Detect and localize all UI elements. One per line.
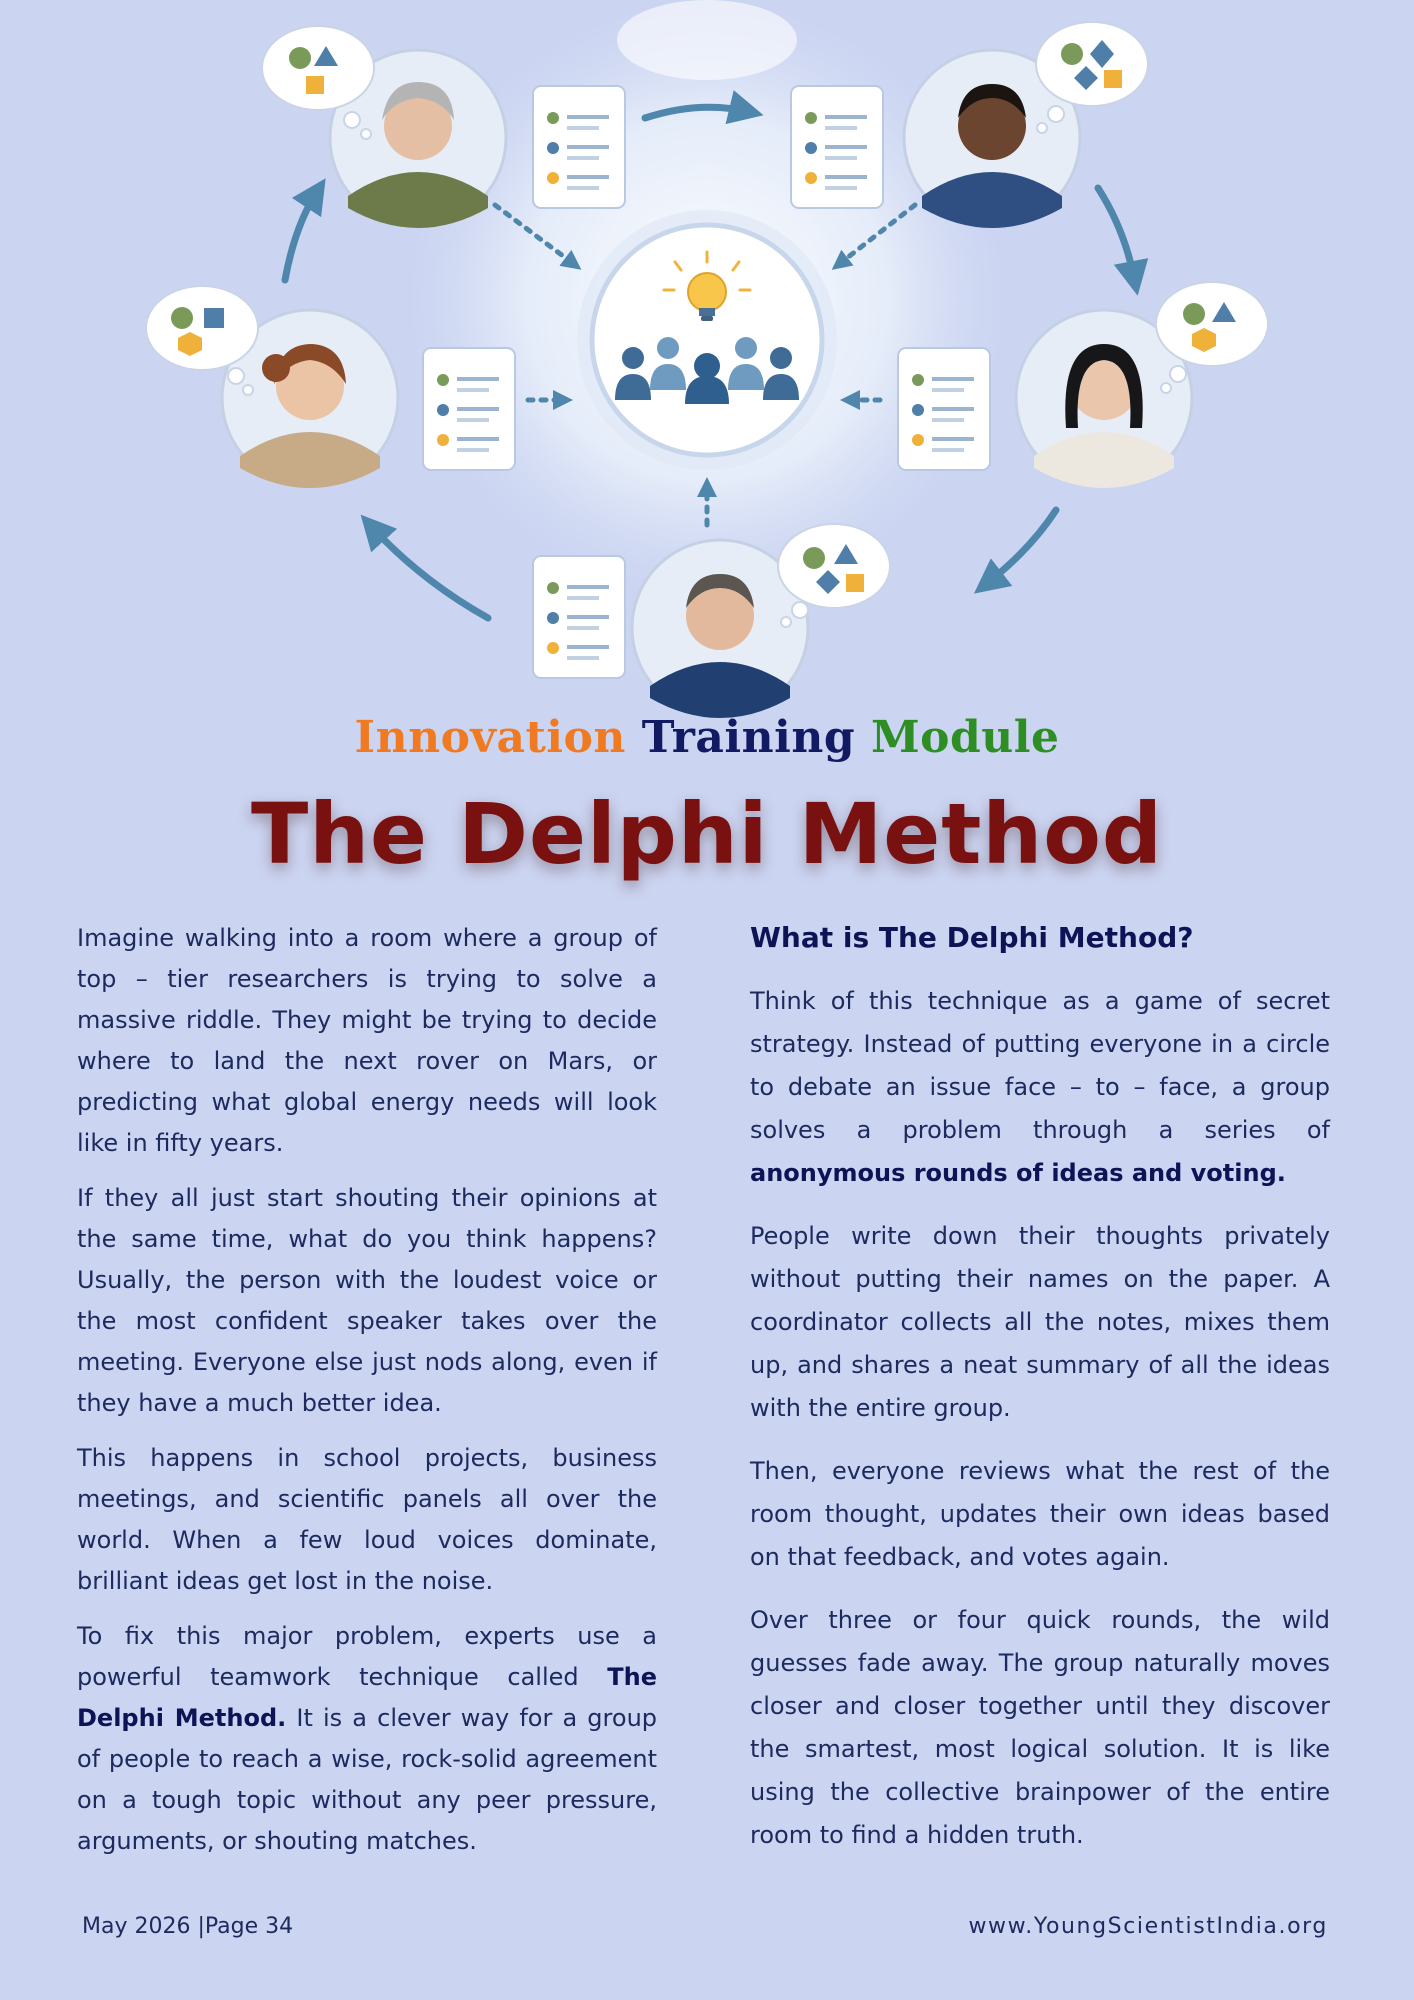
module-title-word-module: Module (870, 712, 1060, 763)
footer-website: www.YoungScientistIndia.org (968, 1914, 1328, 1939)
paragraph (750, 980, 1330, 1195)
page-title: The Delphi Method (250, 785, 1164, 883)
paragraph-text: Think of this technique as a game of secret strategy. Instead of putting everyone in a circle to debate an issue face – to – face, a group solves a problem through a series of (750, 987, 1330, 1144)
section-heading: What is The Delphi Method? (750, 921, 1194, 954)
hero-illustration (0, 0, 1414, 720)
paragraph: This happens in school projects, business meetings, and scientific panels all over the world. When a few loud voices dominate, brilliant ideas get lost in the noise. (77, 1444, 657, 1595)
paragraph (77, 1616, 657, 1862)
arrow-left-lower (370, 525, 488, 618)
paragraph: People write down their thoughts privately without putting their names on the paper. A coordinator collects all the notes, mixes them up, and shares a neat summary of all the ideas with the entire group. (750, 1222, 1330, 1422)
arrow-right-lower (985, 510, 1056, 585)
paragraph-text: To fix this major problem, experts use a powerful teamwork technique called (77, 1622, 657, 1691)
paragraph: Imagine walking into a room where a group of top – tier researchers is trying to solve a massive riddle. They might be trying to decide where to land the next rover on Mars, or predicting what global energy needs will look like in fifty years. (77, 924, 657, 1157)
emphasis-text: anonymous rounds of ideas and voting. (750, 1159, 1286, 1187)
center-hub (577, 210, 837, 470)
module-title-word-innovation: Innovation (354, 712, 626, 763)
left-column (77, 918, 657, 1876)
right-column (750, 916, 1330, 1877)
paragraph-text: It is a clever way for a group of people to reach a wise, rock-solid agreement on a tough topic without any peer pressure, arguments, or shouting matches. (77, 1704, 658, 1855)
module-title (0, 712, 1414, 763)
paragraph: If they all just start shouting their opinions at the same time, what do you think happens? Usually, the person with the loudest voice or the most confident speaker takes over the meeting. Everyone else just nods along, even if they have a much better idea. (77, 1184, 657, 1417)
arrow-left-upper (285, 190, 318, 280)
emphasis-text: The Delphi Method. (77, 1663, 657, 1732)
module-title-word-training: Training (641, 712, 856, 763)
paragraph: Over three or four quick rounds, the wild guesses fade away. The group naturally moves closer and closer together until they discover the smartest, most logical solution. It is like using the collective brainpower of the entire room to find a hidden truth. (750, 1606, 1330, 1849)
footer-date-page: May 2026 |Page 34 (82, 1914, 294, 1939)
arrow-right-upper (1098, 188, 1135, 282)
paragraph: Then, everyone reviews what the rest of the room thought, updates their own ideas based on that feedback, and votes again. (750, 1457, 1330, 1571)
